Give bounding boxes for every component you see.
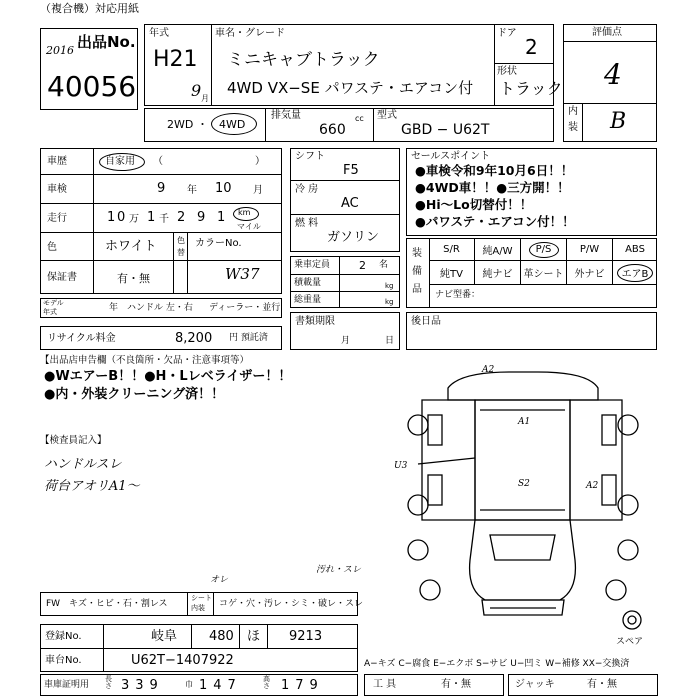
equip-ps: P/S	[521, 239, 567, 261]
mileage-d1: 1	[107, 210, 116, 225]
navi-model-label: ナビ型番：	[435, 290, 481, 300]
capacity-unit: 名	[379, 260, 389, 270]
dealer-type: ディーラー・並行	[209, 303, 281, 313]
ac-label: 冷 房	[295, 184, 319, 195]
sales-point-2: ●4WD車！！●三方開！！	[415, 180, 570, 195]
sales-points-box	[406, 148, 657, 236]
misc-row	[40, 298, 282, 318]
equip-leather: 革シート	[521, 261, 567, 285]
capacity-value: 2	[359, 259, 366, 272]
inspection-month: 10	[215, 181, 232, 196]
load-label: 積載量	[294, 278, 322, 288]
lot-label: 出品No.	[77, 33, 136, 51]
inspection-label: 車検	[47, 184, 67, 195]
equipment-label-2: 備	[412, 266, 422, 277]
registration-class: 480	[209, 629, 234, 644]
doors-label: ドア	[497, 28, 517, 39]
mileage-km: km	[238, 208, 251, 217]
sales-point-4: ●パワステ・エアコン付！！	[415, 214, 575, 229]
tools-label: 工 具	[373, 679, 397, 690]
displacement-value: 660	[319, 122, 346, 138]
equipment-label-3: 品	[412, 284, 422, 295]
truck-diagram	[394, 360, 660, 660]
fuel-value: ガソリン	[327, 230, 380, 245]
inspector-note-1: ハンドルスレ	[44, 457, 122, 472]
recycle-label: リサイクル料金	[47, 333, 116, 344]
registration-number: 9213	[289, 629, 323, 644]
equip-aw: 純A/W	[475, 239, 521, 261]
width-label: 巾	[185, 680, 193, 689]
doc-deadline-label: 書類期限	[295, 316, 335, 327]
interior-score: B	[610, 109, 627, 134]
model-code-value: GBD − U62T	[401, 122, 490, 138]
mileage-d6: 1	[217, 210, 226, 225]
sheet-title: （複合機）対応用紙	[40, 2, 139, 15]
sales-point-3: ●Hi〜Lo切替付！！	[415, 197, 533, 212]
doc-deadline-month: 月	[341, 336, 351, 346]
recycle-row	[40, 326, 282, 350]
chassis-value: U62T−1407922	[131, 653, 234, 668]
jack-box	[508, 674, 658, 696]
length-label: 長さ	[105, 675, 112, 690]
doors-value: 2	[525, 35, 538, 59]
registration-region: 岐阜	[151, 629, 178, 644]
vehicle-info-block	[40, 148, 282, 294]
interior-items: コゲ・穴・汚レ・シミ・破レ・スレ	[219, 599, 364, 609]
history-paren-open: （	[153, 156, 163, 167]
year-value: H21	[153, 47, 198, 72]
jack-value: 有・無	[587, 679, 617, 690]
vehicle-label: 車名・グレード	[215, 28, 285, 39]
month-unit: 月	[201, 94, 209, 103]
body-type-label: 形状	[497, 66, 517, 77]
spare-tire-icon	[623, 611, 641, 629]
color-no-value: W37	[225, 265, 260, 283]
drive-sep: ・	[197, 118, 208, 131]
height-label: 高さ	[263, 675, 270, 690]
mileage-d5: 9	[197, 210, 206, 225]
equipment-label-1: 装	[412, 248, 422, 259]
mileage-sen: 千	[159, 214, 169, 225]
doc-deadline-day: 日	[385, 336, 395, 346]
mark-a2-top: A2	[482, 365, 495, 375]
recycle-unit: 円 預託済	[229, 333, 268, 343]
evaluation-box	[563, 24, 657, 142]
fuel-label: 燃 料	[295, 218, 319, 229]
history-paren-close: ）	[255, 156, 265, 167]
history-value: 自家用	[105, 156, 135, 167]
color-change-2: 替	[177, 248, 185, 257]
mileage-label: 走行	[47, 213, 67, 224]
interior-label-2: 装	[568, 122, 578, 133]
load-unit: kg	[385, 282, 394, 290]
equip-navi: 純ナビ	[475, 261, 521, 285]
mileage-d3: 1	[147, 210, 156, 225]
equip-sr: S/R	[429, 239, 475, 261]
drive-row	[144, 108, 554, 142]
height-value: 179	[281, 678, 324, 693]
gross-label: 総重量	[294, 295, 322, 305]
mileage-d2: 0	[117, 210, 126, 225]
capacity-block	[290, 256, 400, 308]
mark-a2-right: A2	[586, 481, 599, 491]
floor-note-1: オレ	[210, 575, 229, 585]
mileage-man: 万	[129, 214, 139, 225]
handle-side: ハンドル 左・右	[127, 303, 193, 313]
model-year-label-2: 年式	[43, 308, 57, 316]
warranty-label: 保証書	[47, 272, 77, 283]
inspection-year: 9	[157, 181, 166, 196]
chassis-label: 車台No.	[45, 655, 82, 666]
registration-box	[40, 624, 358, 672]
color-value: ホワイト	[105, 239, 157, 254]
floor-note-2: 汚れ・スレ	[316, 565, 362, 575]
recycle-value: 8,200	[175, 331, 213, 346]
equip-ps-circle	[529, 242, 559, 258]
equipment-box	[406, 238, 657, 308]
equip-airbag-circle	[617, 264, 653, 282]
vehicle-header-box	[144, 24, 563, 106]
spare-label: スペア	[616, 637, 644, 647]
evaluation-label: 評価点	[592, 27, 622, 38]
seller-notes-label: 【出品店申告欄（不良箇所・欠品・注意事項等）	[40, 355, 250, 366]
inspector-label: 【検査員記入】	[40, 435, 107, 446]
displacement-label: 排気量	[271, 110, 301, 121]
certificate-row	[40, 674, 358, 696]
fw-items: キズ・ヒビ・石・割レス	[69, 599, 168, 609]
spec-block	[290, 148, 400, 252]
shift-value: F5	[343, 163, 359, 178]
month-value: 9	[191, 81, 202, 100]
interior-label-1: 内	[568, 106, 578, 117]
registration-kana: ほ	[247, 629, 261, 644]
doc-deadline-block	[290, 312, 400, 350]
certificate-label: 車庫証明用	[44, 680, 90, 690]
model-code-label: 型式	[377, 110, 397, 121]
equip-pw: P/W	[567, 239, 613, 261]
mileage-mile: マイル	[237, 222, 261, 231]
history-label: 車歴	[47, 156, 67, 167]
inspection-year-unit: 年	[187, 185, 197, 196]
color-change-1: 色	[177, 236, 185, 245]
sales-point-1: ●車検令和9年10月6日！！	[415, 163, 574, 178]
fw-label: FW	[46, 599, 61, 609]
condition-row	[40, 592, 364, 616]
body-type-value: トラック	[499, 79, 563, 98]
year-label: 年式	[149, 28, 169, 39]
damage-legend: A−キズ C−腐食 E−エクボ S−サビ U−凹ミ W−補修 XX−交換済	[364, 659, 630, 669]
model-year-label-1: モデル	[43, 299, 64, 307]
lot-year-stamp: 2016	[46, 44, 74, 57]
mark-s2: S2	[518, 479, 530, 489]
ac-value: AC	[341, 196, 359, 211]
drive-2wd: 2WD	[167, 118, 194, 131]
equip-airbag: エアB	[613, 261, 657, 285]
drive-4wd: 4WD	[219, 118, 246, 131]
tools-value: 有・無	[441, 679, 471, 690]
width-value: 147	[199, 678, 242, 693]
displacement-unit: cc	[355, 114, 364, 123]
seller-note-2: ●内・外装クリーニング済！！	[44, 387, 225, 402]
warranty-value: 有・無	[117, 272, 150, 285]
equip-tv: 純TV	[429, 261, 475, 285]
inspector-note-2: 荷台アオリA1〜	[44, 479, 140, 494]
interior-label-b: 内装	[191, 604, 205, 612]
equip-ext-navi: 外ナビ	[567, 261, 613, 285]
color-label: 色	[47, 242, 57, 253]
sales-points-label: セールスポイント	[411, 151, 491, 162]
rear-entry-box	[406, 312, 657, 350]
mark-a1: A1	[518, 417, 531, 427]
interior-label-a: シート	[191, 594, 212, 602]
tools-box	[364, 674, 504, 696]
evaluation-score: 4	[604, 58, 622, 91]
vehicle-grade: 4WD VX−SE パワステ・エアコン付	[227, 79, 474, 97]
capacity-label: 乗車定員	[294, 260, 331, 270]
model-year-unit: 年	[109, 303, 119, 313]
shift-label: シフト	[295, 151, 325, 162]
seller-note-1: ●WエアーB！！●H・Lレベライザー！！	[44, 369, 292, 384]
vehicle-name: ミニキャブトラック	[227, 50, 380, 70]
bed-gate-top	[448, 372, 598, 400]
registration-label: 登録No.	[45, 631, 82, 642]
rear-entry-label: 後日品	[411, 316, 441, 327]
mileage-d4: 2	[177, 210, 186, 225]
equip-abs: ABS	[613, 239, 657, 261]
lot-box	[40, 28, 138, 110]
lot-number: 40056	[47, 70, 137, 103]
color-no-label: カラーNo.	[195, 238, 242, 249]
length-value: 339	[121, 678, 164, 693]
jack-label: ジャッキ	[515, 679, 555, 690]
inspection-month-unit: 月	[253, 185, 263, 196]
mark-u3: U3	[394, 461, 408, 471]
gross-unit: kg	[385, 298, 394, 306]
